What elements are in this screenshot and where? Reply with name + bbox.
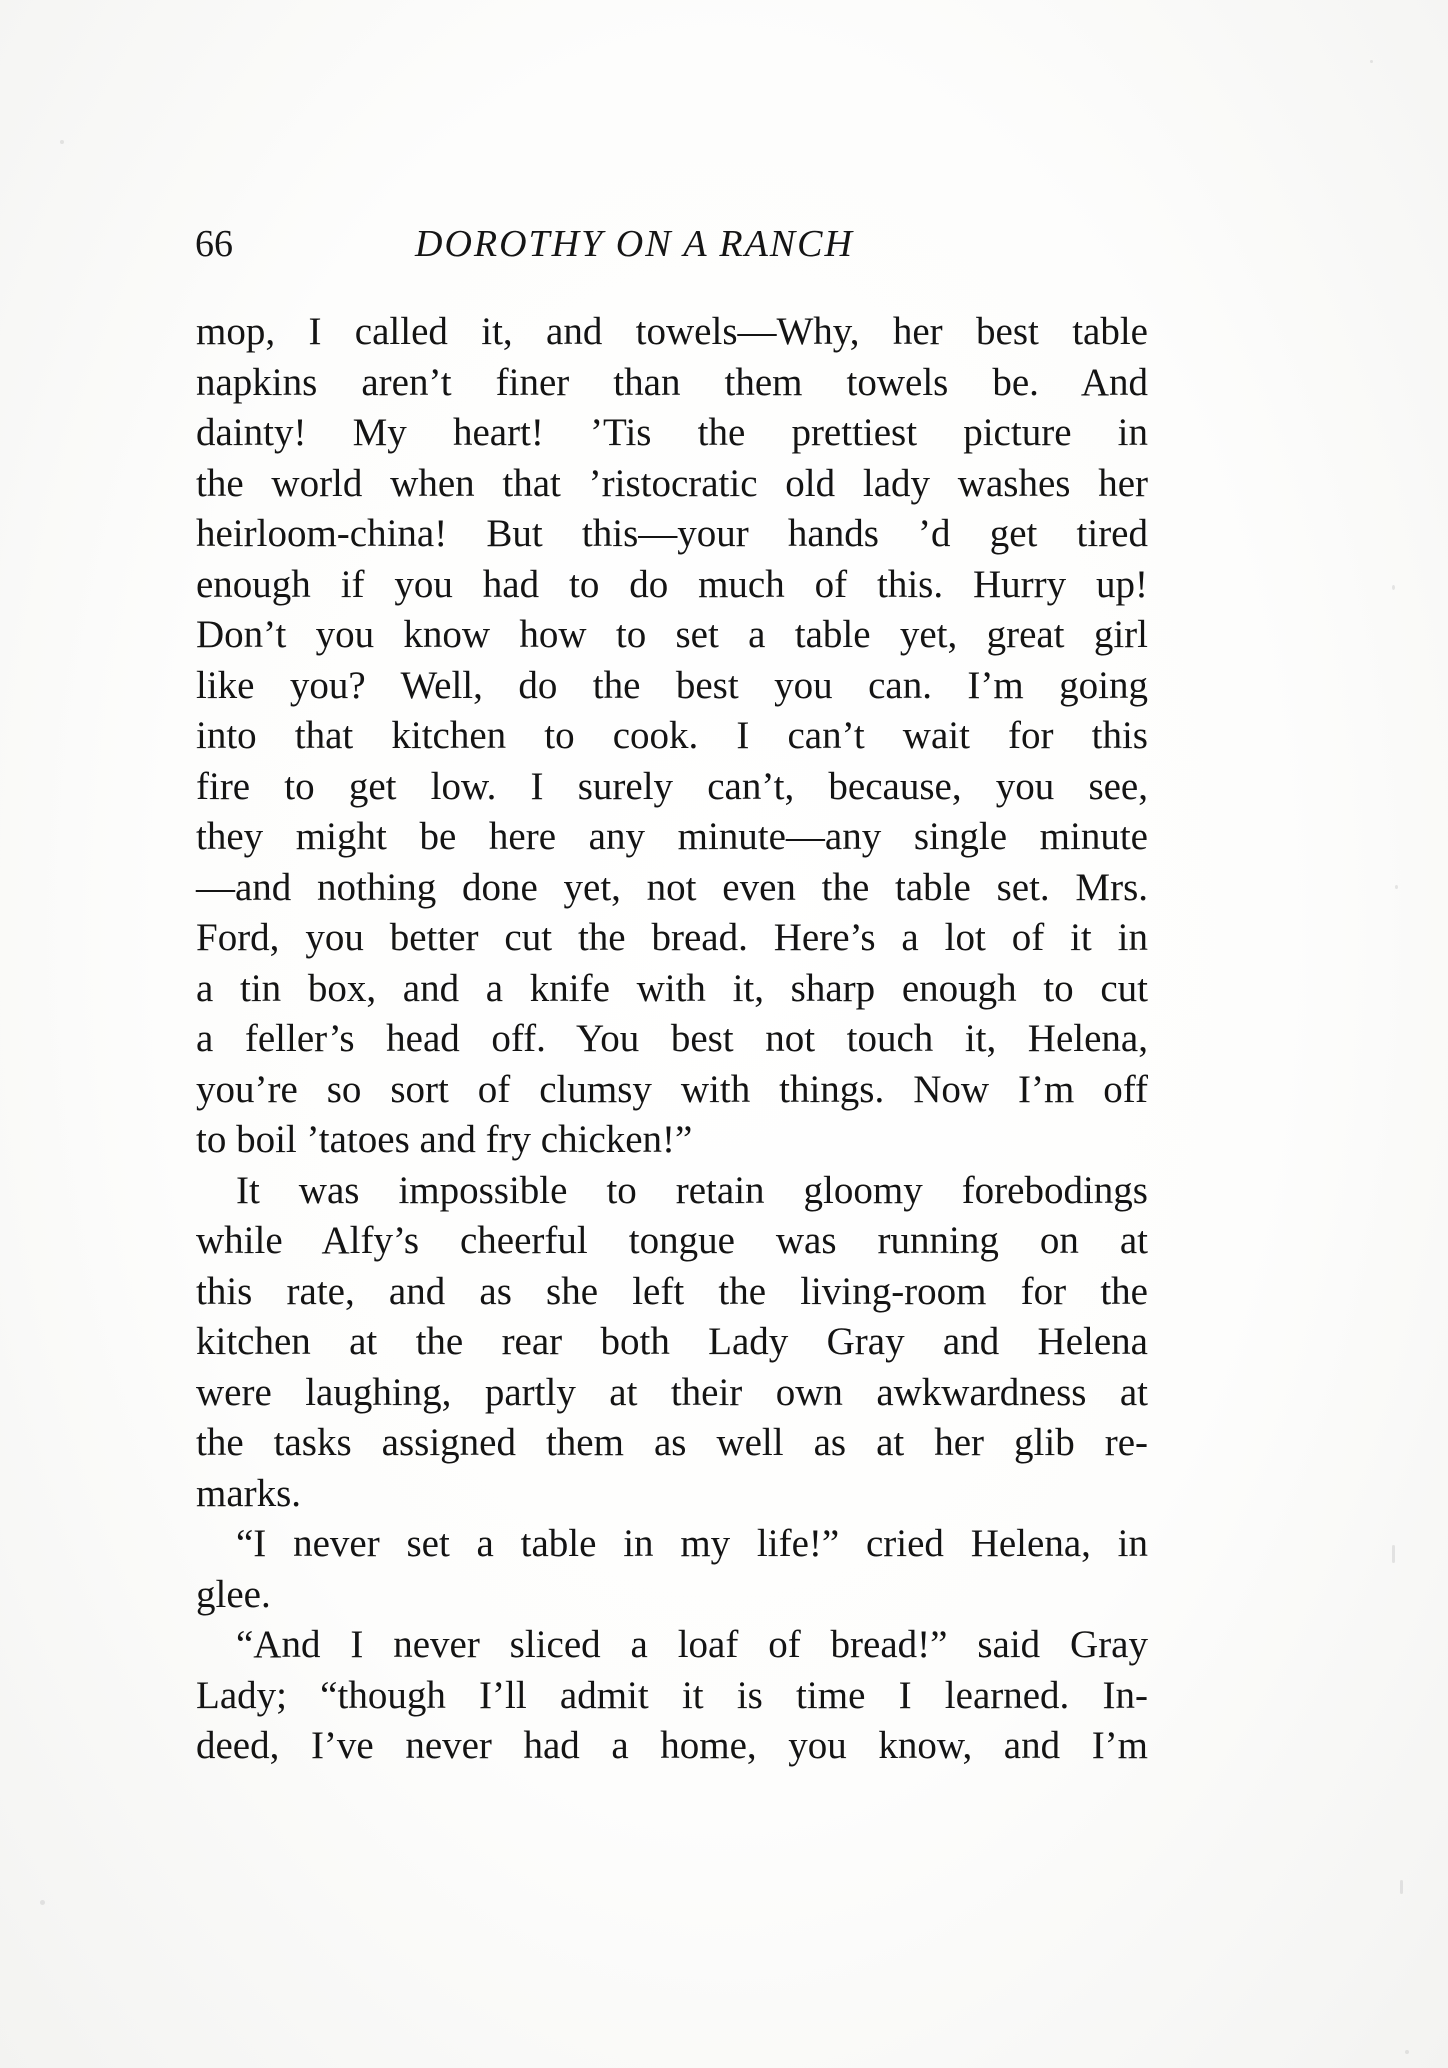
paper-speck (1395, 885, 1398, 889)
text-line: kitchen at the rear both Lady Gray and Helena (196, 1320, 1148, 1363)
text-line: like you? Well, do the best you can. I’m going (196, 663, 1148, 707)
text-line: enough if you had to do much of this. Hurry up! (196, 562, 1148, 606)
paper-speck (1392, 585, 1395, 590)
text-line: napkins aren’t finer than them towels be. And (196, 360, 1148, 404)
page-number: 66 (195, 223, 233, 265)
text-line: “And I never sliced a loaf of bread!” said Gray (236, 1623, 1148, 1666)
text-line: fire to get low. I surely can’t, because, you see, (196, 764, 1148, 808)
paper-speck (40, 1900, 45, 1905)
text-line: dainty! My heart! ’Tis the prettiest picture in (196, 411, 1148, 454)
text-line: the world when that ’ristocratic old lady washes her (196, 461, 1148, 505)
paper-speck (1392, 1545, 1395, 1563)
text-line: they might be here any minute—any single minute (196, 815, 1148, 858)
text-line: Lady; “though I’ll admit it is time I learned. In- (196, 1673, 1148, 1717)
text-line: —and nothing done yet, not even the table set. Mrs. (196, 865, 1148, 909)
paper-speck (1370, 60, 1373, 63)
book-title: DOROTHY ON A RANCH (415, 223, 854, 265)
text-line: glee. (196, 1572, 271, 1616)
text-line: to boil ’tatoes and fry chicken!” (196, 1118, 693, 1161)
body-text (196, 307, 1148, 1772)
text-line: a feller’s head off. You best not touch it, Helena, (196, 1017, 1148, 1060)
text-line: this rate, and as she left the living-room for the (196, 1269, 1148, 1313)
paper-speck (1400, 1880, 1403, 1894)
text-line: Ford, you better cut the bread. Here’s a lot of it in (196, 916, 1148, 959)
text-line: Don’t you know how to set a table yet, great girl (196, 613, 1148, 656)
text-line: were laughing, partly at their own awkwardness at (196, 1370, 1148, 1414)
text-line: you’re so sort of clumsy with things. Now I’m off (196, 1067, 1148, 1111)
text-line: a tin box, and a knife with it, sharp enough to cut (196, 966, 1148, 1010)
text-line: marks. (196, 1471, 302, 1515)
paper-speck (60, 140, 64, 144)
paper-speck (1405, 2050, 1409, 2054)
running-head (195, 222, 1155, 282)
text-line: into that kitchen to cook. I can’t wait for this (196, 714, 1148, 757)
text-line: mop, I called it, and towels—Why, her best table (196, 310, 1148, 353)
text-line: heirloom-china! But this—your hands ’d get tired (196, 512, 1148, 555)
text-line: while Alfy’s cheerful tongue was running on at (196, 1219, 1148, 1262)
text-line: It was impossible to retain gloomy forebodings (236, 1168, 1148, 1212)
text-line: “I never set a table in my life!” cried Helena, in (236, 1522, 1148, 1565)
text-line: deed, I’ve never had a home, you know, and I’m (196, 1724, 1148, 1767)
text-line: the tasks assigned them as well as at her glib re- (196, 1421, 1148, 1464)
